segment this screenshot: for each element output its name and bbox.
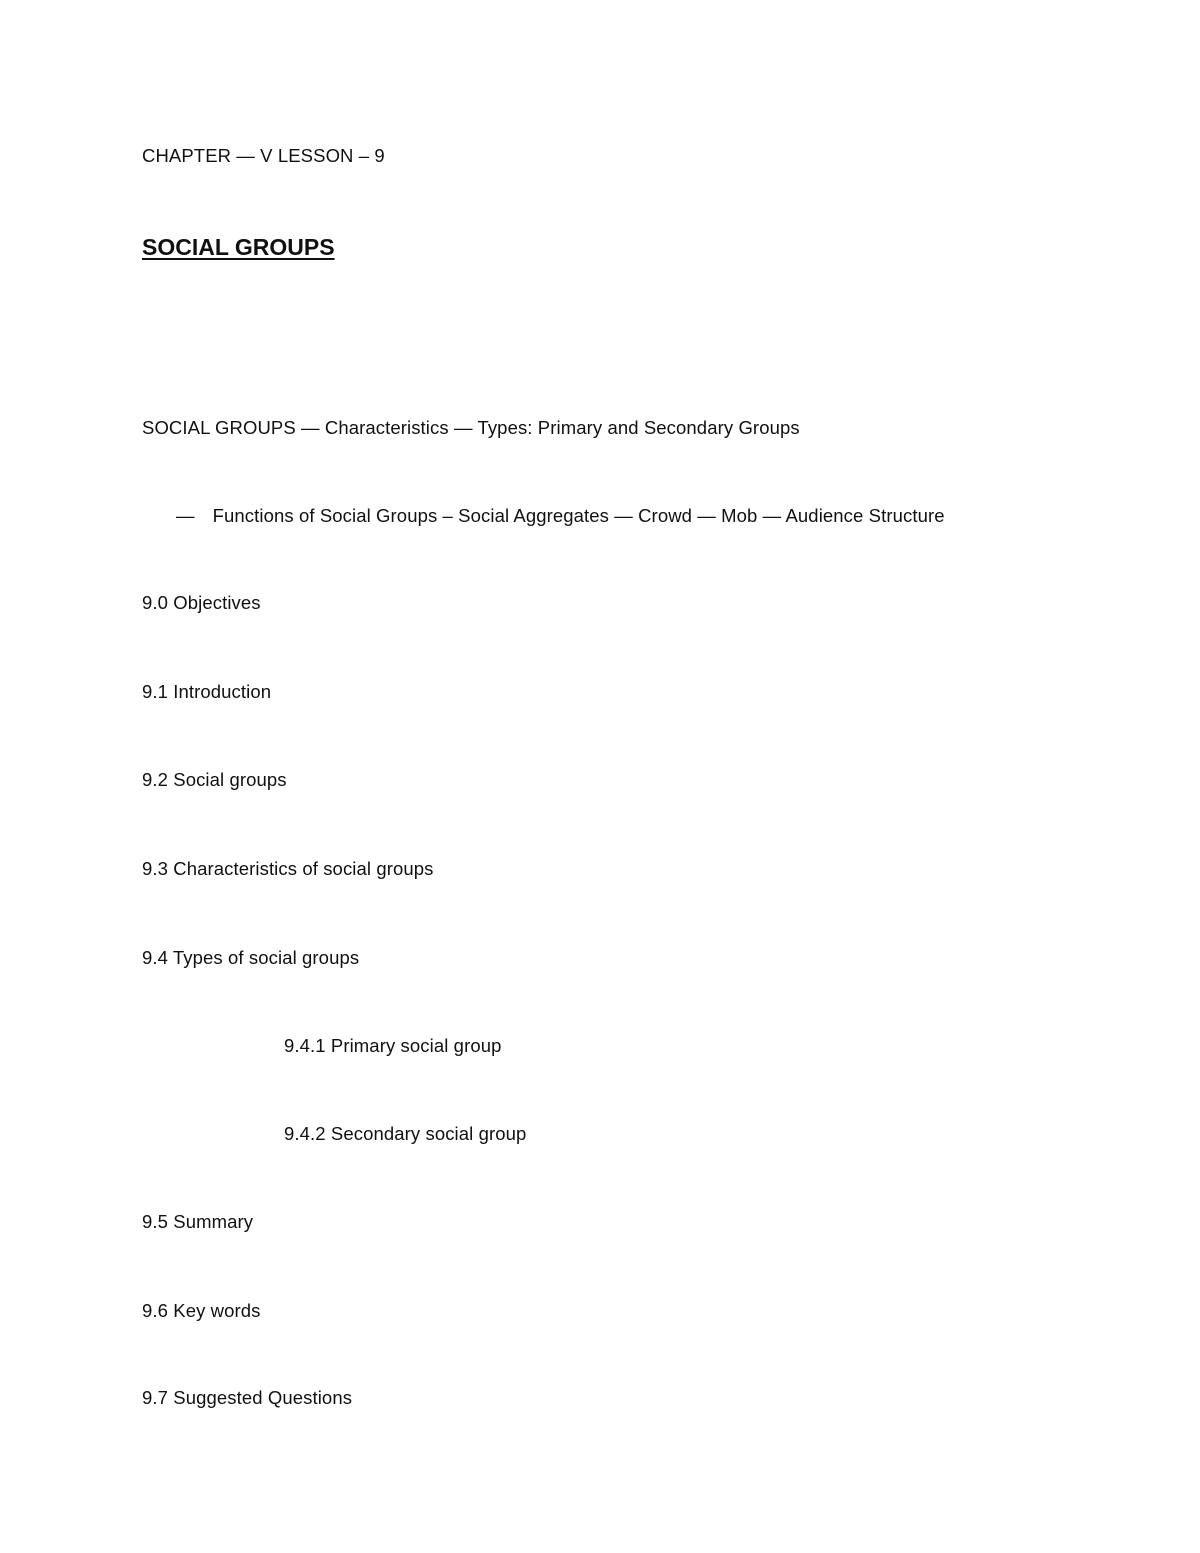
contents-item-primary-group: 9.4.1 Primary social group — [284, 1035, 502, 1056]
contents-item-objectives: 9.0 Objectives — [142, 592, 261, 613]
contents-item-key-words: 9.6 Key words — [142, 1300, 261, 1321]
subtitle-line-2-text: Functions of Social Groups – Social Aggregates — Crowd — Mob — Audience Structure — [212, 505, 945, 526]
subtitle-line-2 — [176, 504, 945, 528]
subtitle-line-2-dash: — — [176, 505, 195, 526]
chapter-heading: CHAPTER — V LESSON – 9 — [142, 145, 385, 166]
contents-item-types: 9.4 Types of social groups — [142, 947, 360, 968]
contents-item-introduction: 9.1 Introduction — [142, 681, 272, 702]
contents-item-suggested-questions: 9.7 Suggested Questions — [142, 1387, 353, 1408]
contents-item-social-groups: 9.2 Social groups — [142, 769, 287, 790]
contents-item-summary: 9.5 Summary — [142, 1211, 254, 1232]
subtitle-line-1: SOCIAL GROUPS — Characteristics — Types: Primary and Secondary Groups — [142, 417, 800, 438]
contents-item-characteristics: 9.3 Characteristics of social groups — [142, 858, 434, 879]
document-title: SOCIAL GROUPS — [142, 234, 335, 260]
contents-item-secondary-group: 9.4.2 Secondary social group — [284, 1123, 527, 1144]
